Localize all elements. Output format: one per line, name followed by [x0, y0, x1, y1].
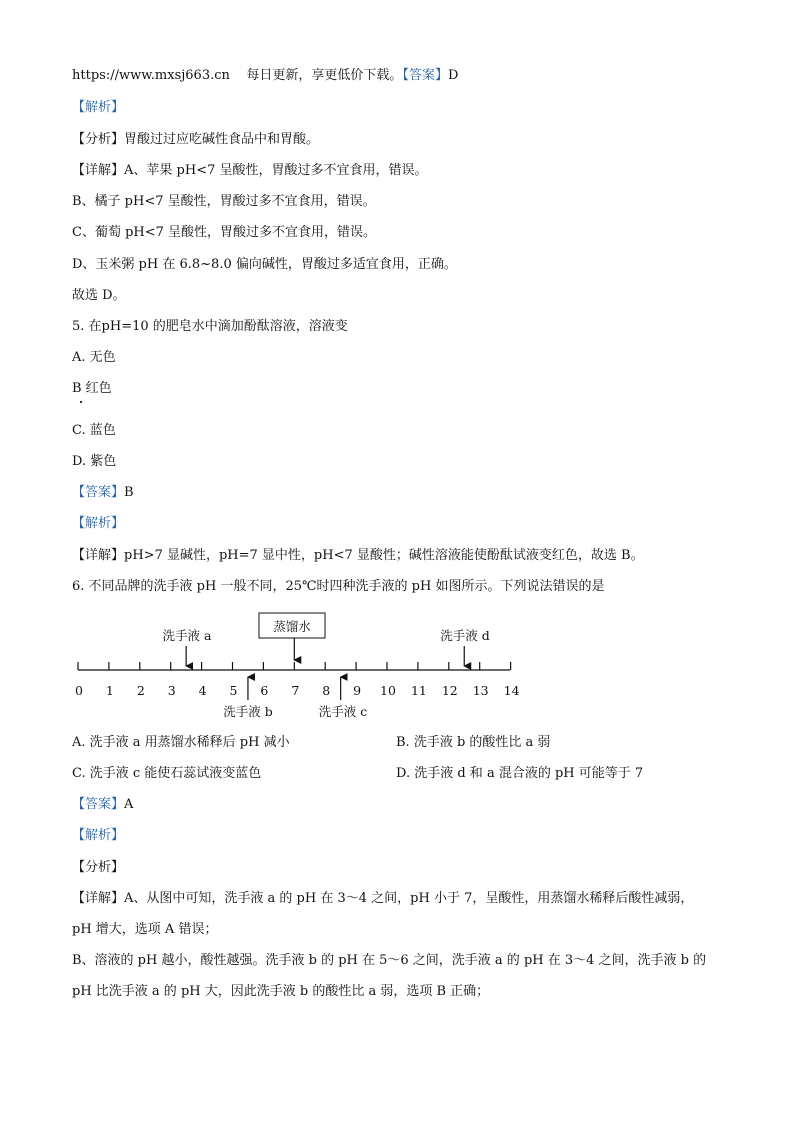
analysis-heading: 【解析】 — [72, 828, 125, 843]
option-c: C. 洗手液 c 能使石蕊试液变蓝色 — [72, 766, 262, 781]
option-c: C. 蓝色 — [72, 423, 116, 438]
answer-tag: 【答案】 — [402, 68, 448, 83]
water-label: 蒸馏水 — [273, 619, 311, 634]
detail-line-b: B、橘子 pH<7 呈酸性，胃酸过多不宜食用，错误。 — [72, 194, 376, 209]
answer-value: A — [124, 797, 134, 812]
tick-label: 3 — [167, 683, 176, 698]
detail-line-b1: B、溶液的 pH 越小，酸性越强。洗手液 b 的 pH 在 5～6 之间，洗手液 a 的 pH 在 3～4 之间，洗手液 b 的 — [72, 953, 707, 968]
option-a: A. 洗手液 a 用蒸馏水稀释后 pH 减小 — [72, 735, 290, 750]
tick-group — [75, 662, 520, 698]
label-b: 洗手液 b — [223, 704, 273, 719]
answer-line — [72, 484, 134, 502]
answer-line — [72, 796, 133, 814]
detail-text: A、从图中可知，洗手液 a 的 pH 在 3～4 之间，pH 小于 7，呈酸性，用蒸馏水稀释后酸性减弱， — [124, 891, 694, 906]
tick-label: 6 — [260, 683, 269, 698]
detail-tag: 【详解】 — [72, 891, 125, 906]
question-stem: 6. 不同品牌的洗手液 pH 一般不同，25℃时四种洗手液的 pH 如图所示。下列说法错误的是 — [72, 579, 605, 594]
tick-label: 12 — [441, 683, 458, 698]
ph-scale-figure — [0, 600, 794, 730]
tick-label: 5 — [229, 683, 238, 698]
answer-tag: 【答案】 — [72, 797, 125, 812]
analysis-heading: 【解析】 — [72, 516, 125, 531]
detail-text: A、苹果 pH<7 呈酸性，胃酸过多不宜食用，错误。 — [124, 163, 428, 178]
fenxi-tag: 【分析】 — [72, 132, 125, 147]
tick-label: 14 — [503, 683, 520, 698]
detail-text: pH>7 显碱性，pH=7 显中性，pH<7 显酸性；碱性溶液能使酚酞试液变红色，故选 B。 — [124, 548, 644, 563]
question-stem: 5. 在pH=10 的肥皂水中滴加酚酞溶液，溶液变 — [72, 319, 348, 334]
header-line — [72, 67, 458, 85]
tick-label: 0 — [75, 683, 83, 698]
answer-value: B — [124, 485, 134, 500]
option-a: A. 无色 — [72, 350, 116, 365]
option-b: B. 洗手液 b 的酸性比 a 弱 — [396, 735, 551, 750]
source-url[interactable]: https://www.mxsj663.cn — [72, 68, 230, 83]
detail-line-b2: pH 比洗手液 a 的 pH 大，因此洗手液 b 的酸性比 a 弱，选项 B 正确； — [72, 984, 490, 999]
analysis-heading: 【解析】 — [72, 100, 125, 115]
label-a: 洗手液 a — [162, 628, 212, 643]
fenxi-text: 胃酸过过应吃碱性食品中和胃酸。 — [124, 132, 320, 147]
detail-line-d: D、玉米粥 pH 在 6.8~8.0 偏向碱性，胃酸过多适宜食用，正确。 — [72, 257, 457, 272]
slogan: 每日更新，享更低价下载。 — [246, 68, 403, 83]
tick-label: 8 — [322, 683, 331, 698]
tick-label: 10 — [380, 683, 396, 698]
tick-label: 2 — [136, 683, 145, 698]
option-b: B 红色 — [72, 381, 112, 396]
tick-label: 7 — [291, 683, 300, 698]
tick-label: 11 — [410, 683, 427, 698]
detail-line-a1 — [72, 890, 693, 908]
stray-dot — [80, 401, 82, 403]
tick-label: 9 — [353, 683, 362, 698]
conclusion: 故选 D。 — [72, 288, 126, 303]
detail-line-c: C、葡萄 pH<7 呈酸性，胃酸过多不宜食用，错误。 — [72, 225, 377, 240]
detail-line-a2: pH 增大，选项 A 错误； — [72, 922, 218, 937]
detail-line — [72, 547, 644, 565]
tick-label: 4 — [198, 683, 207, 698]
detail-tag: 【详解】 — [72, 163, 125, 178]
tick-label: 13 — [472, 683, 489, 698]
tick-label: 1 — [105, 683, 114, 698]
fenxi-line — [72, 131, 319, 149]
detail-line-a — [72, 162, 428, 180]
answer-value: D — [447, 68, 459, 83]
label-d: 洗手液 d — [440, 628, 490, 643]
detail-tag: 【详解】 — [72, 548, 125, 563]
option-d: D. 洗手液 d 和 a 混合液的 pH 可能等于 7 — [396, 766, 644, 781]
label-c: 洗手液 c — [318, 704, 368, 719]
answer-tag: 【答案】 — [72, 485, 125, 500]
option-d: D. 紫色 — [72, 454, 117, 469]
fenxi-heading: 【分析】 — [72, 860, 125, 875]
